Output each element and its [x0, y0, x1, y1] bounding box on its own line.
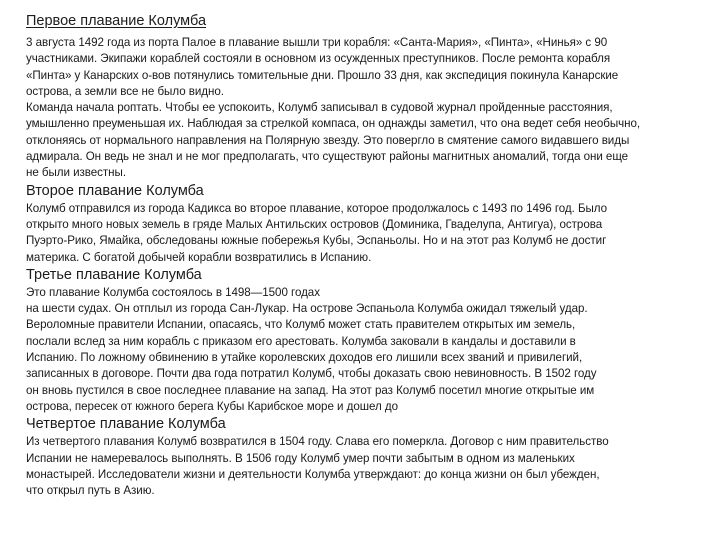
section-body-second-voyage [26, 201, 714, 266]
text-line: Колумб отправился из города Кадикса во второе плавание, которое продолжалось с 1493 по 1496 год. Было [26, 201, 608, 215]
text-line: открыто много новых земель в гряде Малых Антильских островов (Доминика, Гваделупа, Антигуа), острова [26, 217, 603, 231]
section-second-voyage [26, 182, 714, 266]
document-page [26, 12, 714, 499]
text-line: монастырей. Исследователи жизни и деятельности Колумба утверждают: до конца жизни он был убежден, [26, 467, 600, 481]
text-line: участниками. Экипажи кораблей состояли в основном из осужденных преступников. После ремонта корабля [26, 52, 611, 66]
text-line: не были известны. [26, 166, 126, 180]
section-third-voyage [26, 266, 714, 415]
text-line: адмирала. Он ведь не знал и не мог предполагать, что существуют районы магнитных аномалий, тогда они еще [26, 150, 629, 164]
text-line: Из четвертого плавания Колумб возвратился в 1504 году. Слава его померкла. Договор с ним правительство [26, 435, 609, 449]
text-line: Вероломные правители Испании, опасаясь, что Колумб может стать правителем открытых им земель, [26, 318, 576, 332]
text-line: отклоняясь от нормального направления на Полярную звезду. Это повергло в смятение самого видавшего виды [26, 133, 630, 147]
section-body-first-voyage [26, 35, 714, 182]
text-line: Испанию. По ложному обвинению в утайке королевских доходов его лишили всех званий и привилегий, [26, 351, 583, 365]
text-line: «Пинта» у Канарских о-вов потянулись томительные дни. Прошло 33 дня, как экспедиция покинула Канарские [26, 68, 619, 82]
section-body-fourth-voyage [26, 434, 714, 499]
text-line: послали вслед за ним корабль с приказом его арестовать. Колумба заковали в кандалы и доставили в [26, 334, 576, 348]
text-line: острова, а земли все не было видно. [26, 84, 224, 98]
section-first-voyage [26, 12, 714, 182]
text-line: материка. С богатой добычей корабли возвратились в Испанию. [26, 250, 372, 264]
section-fourth-voyage [26, 415, 714, 499]
text-line: 3 августа 1492 года из порта Палое в плавание вышли три корабля: «Санта-Мария», «Пинта», «Нинья» с 90 [26, 36, 608, 49]
section-heading-second-voyage: Второе плавание Колумба [26, 182, 204, 199]
text-line: Испании не намеревалось выполнять. В 1506 году Колумб умер почти забытым в одном из маленьких [26, 451, 575, 465]
text-line: что открыл путь в Азию. [26, 484, 155, 498]
section-body-third-voyage [26, 285, 714, 415]
section-heading-third-voyage: Третье плавание Колумба [26, 266, 202, 283]
text-line: умышленно преуменьшая их. Наблюдая за стрелкой компаса, он однажды заметил, что она ведет себя необычно, [26, 117, 641, 131]
section-heading-first-voyage: Первое плавание Колумба [26, 13, 207, 29]
text-line: Это плавание Колумба состоялось в 1498—1500 годах [26, 285, 320, 299]
section-heading-fourth-voyage: Четвертое плавание Колумба [26, 416, 226, 433]
text-line: острова, пересек от южного берега Кубы Карибское море и дошел до [26, 399, 399, 413]
text-line: Пуэрто-Рико, Ямайка, обследованы южные побережья Кубы, Эспаньолы. Но и на этот раз Колумб не достиг [26, 234, 607, 248]
text-line: Команда начала роптать. Чтобы ее успокоить, Колумб записывал в судовой журнал пройденные расстояния, [26, 101, 613, 115]
text-line: записанных в договоре. Почти два года потратил Колумб, чтобы доказать свою невиновность. В 1502 году [26, 367, 597, 381]
text-line: он вновь пустился в свое последнее плавание на запад. На этот раз Колумб посетил многие открытые им [26, 383, 595, 397]
text-line: на шести судах. Он отплыл из города Сан-Лукар. На острове Эспаньола Колумба ожидал тяжелый удар. [26, 302, 588, 316]
